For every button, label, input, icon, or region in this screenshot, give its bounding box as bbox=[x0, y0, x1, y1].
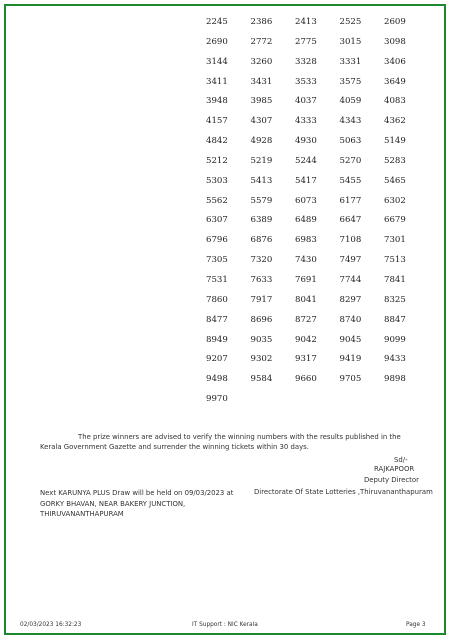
winning-number: 2245 bbox=[206, 17, 228, 27]
winning-number: 7691 bbox=[295, 274, 317, 285]
winning-number: 8297 bbox=[339, 294, 362, 305]
winning-number: 9705 bbox=[339, 374, 362, 385]
winning-number: 6389 bbox=[250, 215, 273, 226]
winning-number: 4157 bbox=[206, 116, 228, 127]
winning-number: 3431 bbox=[250, 76, 273, 87]
winning-number: 7301 bbox=[384, 235, 406, 246]
winning-number: 5417 bbox=[295, 175, 317, 186]
winning-number: 3406 bbox=[384, 56, 406, 67]
winning-number: 5219 bbox=[250, 155, 273, 166]
winning-number: 3533 bbox=[295, 76, 317, 87]
winning-number: 6307 bbox=[206, 215, 228, 226]
winning-number: 3948 bbox=[206, 96, 228, 107]
winning-number: 8949 bbox=[206, 334, 228, 345]
winning-number: 3411 bbox=[206, 76, 228, 87]
footer-page-number: Page 3 bbox=[406, 622, 426, 628]
winning-number: 5212 bbox=[206, 155, 228, 166]
next-draw-line1: Next KARUNYA PLUS Draw will be held on 09/03/2023 at bbox=[40, 489, 234, 497]
signature-office: Directorate Of State Lotteries ,Thiruvananthapuram bbox=[254, 488, 433, 496]
winning-number: 2525 bbox=[339, 17, 362, 27]
winning-number: 5283 bbox=[384, 155, 406, 166]
winning-number: 7531 bbox=[206, 274, 228, 285]
winning-number: 9207 bbox=[206, 354, 228, 365]
winning-number: 3015 bbox=[339, 36, 362, 47]
winning-number: 4059 bbox=[339, 96, 362, 107]
next-draw-line3: THIRUVANANTHAPURAM bbox=[40, 510, 124, 518]
winning-number: 7860 bbox=[206, 294, 228, 305]
winning-number: 9042 bbox=[295, 334, 317, 345]
footer-timestamp: 02/03/2023 16:32:23 bbox=[20, 622, 82, 628]
next-draw-info bbox=[40, 488, 233, 520]
winning-number: 4037 bbox=[295, 96, 317, 107]
winning-number: 8325 bbox=[384, 294, 406, 305]
winning-number: 2609 bbox=[384, 17, 406, 27]
winning-number: 3649 bbox=[384, 76, 406, 87]
winning-number: 6647 bbox=[339, 215, 362, 226]
winning-number: 4362 bbox=[384, 116, 406, 127]
winning-number: 4343 bbox=[339, 116, 362, 127]
winning-number: 7513 bbox=[384, 255, 406, 266]
winning-number: 5465 bbox=[384, 175, 406, 186]
winning-number: 4928 bbox=[250, 136, 273, 147]
winning-number: 9045 bbox=[339, 334, 362, 345]
winning-number: 7841 bbox=[384, 274, 406, 285]
prize-notice-text: The prize winners are advised to verify the winning numbers with the results published in the Kerala Government Gazette and surrender the winning tickets within 30 days. bbox=[40, 433, 401, 451]
winning-number: 9035 bbox=[250, 334, 273, 345]
winning-number: 6073 bbox=[295, 195, 317, 206]
winning-number: 7108 bbox=[339, 235, 362, 246]
winning-number: 4930 bbox=[295, 136, 317, 147]
winning-number: 4307 bbox=[250, 116, 273, 127]
winning-number: 9099 bbox=[384, 334, 406, 345]
winning-number: 5270 bbox=[339, 155, 362, 166]
winning-number: 7633 bbox=[250, 274, 273, 285]
winning-number: 3328 bbox=[295, 56, 317, 67]
winning-number: 5579 bbox=[250, 195, 273, 206]
winning-number: 7497 bbox=[339, 255, 362, 266]
winning-number: 9898 bbox=[384, 374, 406, 385]
winning-number: 2690 bbox=[206, 36, 228, 47]
winning-number: 2386 bbox=[250, 17, 273, 27]
winning-number: 5413 bbox=[250, 175, 273, 186]
winning-number: 3985 bbox=[250, 96, 273, 107]
winning-number: 7917 bbox=[250, 294, 273, 305]
winning-number: 9302 bbox=[250, 354, 273, 365]
winning-number: 8477 bbox=[206, 314, 228, 325]
winning-number: 3575 bbox=[339, 76, 362, 87]
winning-number: 6796 bbox=[206, 235, 228, 246]
winning-number: 6876 bbox=[250, 235, 273, 246]
winning-number: 7744 bbox=[339, 274, 362, 285]
winning-number: 2775 bbox=[295, 36, 317, 47]
winning-number: 2413 bbox=[295, 17, 317, 27]
winning-number: 9660 bbox=[295, 374, 317, 385]
winning-number: 9970 bbox=[206, 394, 228, 405]
signature-sd: Sd/- bbox=[394, 456, 408, 464]
winning-number: 7320 bbox=[250, 255, 273, 266]
winning-number: 5455 bbox=[339, 175, 362, 186]
winning-number: 6679 bbox=[384, 215, 406, 226]
winning-number: 4083 bbox=[384, 96, 406, 107]
footer-support: IT Support : NIC Kerala bbox=[192, 622, 258, 628]
winning-number: 9584 bbox=[250, 374, 273, 385]
winning-number: 6302 bbox=[384, 195, 406, 206]
winning-number: 8696 bbox=[250, 314, 273, 325]
winning-number: 8041 bbox=[295, 294, 317, 305]
winning-number: 5562 bbox=[206, 195, 228, 206]
winning-number: 5303 bbox=[206, 175, 228, 186]
winning-number: 5063 bbox=[339, 136, 362, 147]
winning-number: 6983 bbox=[295, 235, 317, 246]
winning-number: 7305 bbox=[206, 255, 228, 266]
signature-title: Deputy Director bbox=[364, 476, 419, 484]
winning-number: 9498 bbox=[206, 374, 228, 385]
prize-notice bbox=[40, 432, 420, 452]
next-draw-line2: GORKY BHAVAN, NEAR BAKERY JUNCTION, bbox=[40, 499, 186, 508]
winning-numbers-grid bbox=[206, 16, 429, 413]
winning-number: 3331 bbox=[339, 56, 362, 67]
winning-number: 9317 bbox=[295, 354, 317, 365]
winning-number: 9419 bbox=[339, 354, 362, 365]
winning-number: 8847 bbox=[384, 314, 406, 325]
winning-number: 2772 bbox=[250, 36, 273, 47]
winning-number: 8727 bbox=[295, 314, 317, 325]
winning-number: 4333 bbox=[295, 116, 317, 127]
signature-name: RAJKAPOOR bbox=[374, 465, 415, 473]
winning-number: 3260 bbox=[250, 56, 273, 67]
winning-number: 6177 bbox=[339, 195, 362, 206]
winning-number: 6489 bbox=[295, 215, 317, 226]
winning-number: 5244 bbox=[295, 155, 317, 166]
winning-number: 4842 bbox=[206, 136, 228, 147]
winning-number: 3144 bbox=[206, 56, 228, 67]
winning-number: 9433 bbox=[384, 354, 406, 365]
winning-number: 8740 bbox=[339, 314, 362, 325]
winning-number: 5149 bbox=[384, 136, 406, 147]
winning-number: 7430 bbox=[295, 255, 317, 266]
winning-number: 3098 bbox=[384, 36, 406, 47]
